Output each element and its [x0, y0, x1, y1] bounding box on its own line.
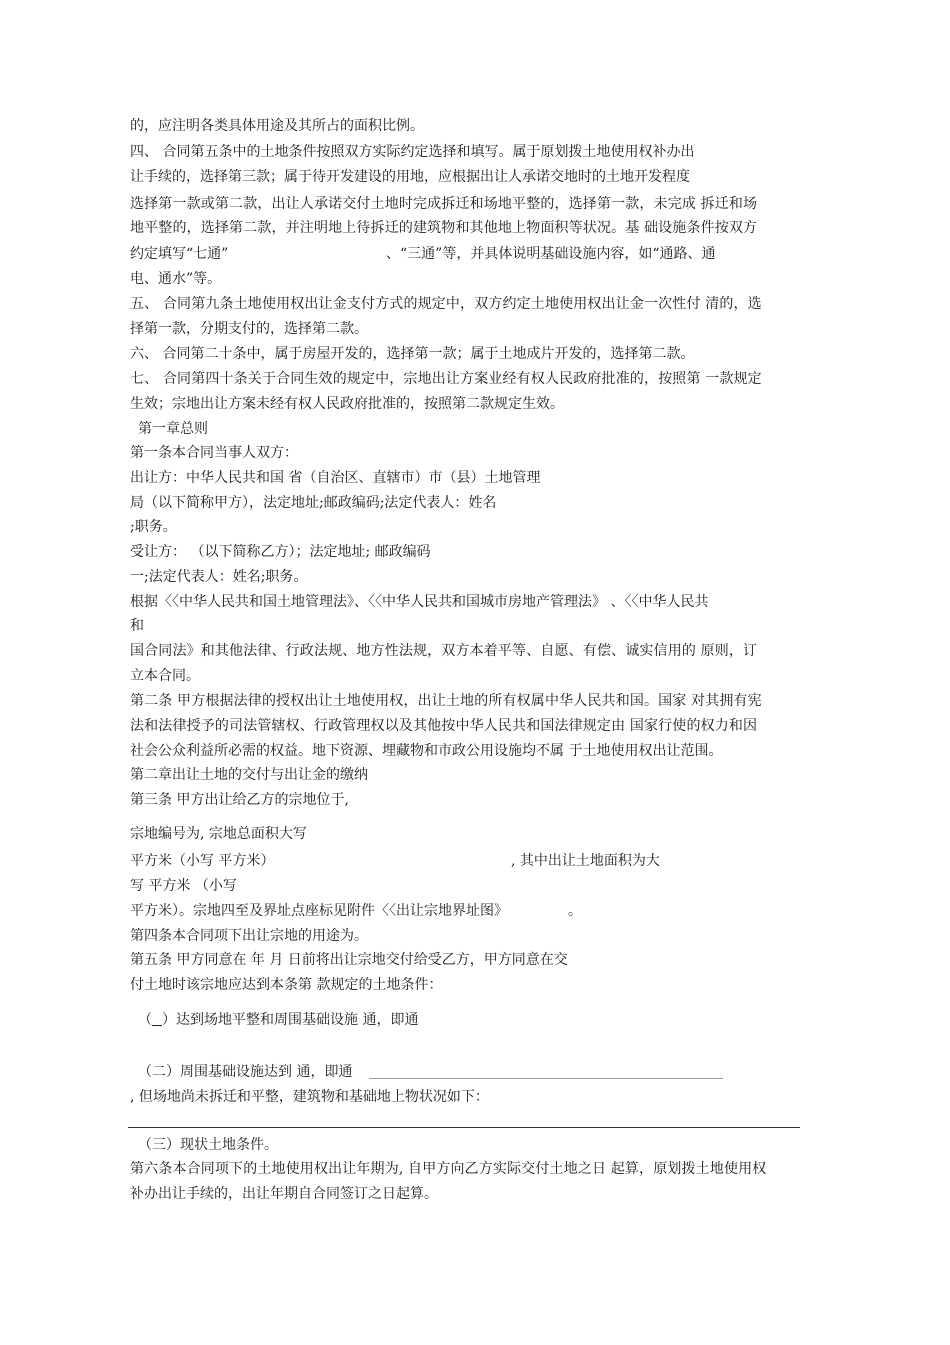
blank-underline — [369, 1078, 723, 1079]
text-line: 国合同法》和其他法律、行政法规、地方性法规，双方本着平等、自愿、有偿、诚实信用的 原则，订 — [130, 643, 758, 659]
text-line: 电、通水”等。 — [130, 271, 222, 287]
article-4-line: 第四条本合同项下出让宗地的用途为。 — [130, 928, 368, 944]
clause-4-line: 四、 合同第五条中的土地条件按照双方实际约定选择和填写。属于原划拨土地使用权补办出 — [130, 144, 695, 160]
condition-2-line: （二）周围基础设施达到 通，即通 — [138, 1064, 353, 1080]
condition-1-text: ）达到场地平整和周围基础设施 通，即通 — [162, 1012, 419, 1028]
text-line: 约定填写“七通” — [130, 246, 229, 262]
text-line: 。 — [568, 903, 582, 919]
text-line: 和 — [130, 618, 144, 634]
text-line: , 但场地尚未拆迁和平整，建筑物和基础地上物状况如下： — [130, 1089, 489, 1105]
article-3-line: 第三条 甲方出让给乙方的宗地位于, — [130, 792, 349, 808]
text-line: 生效；宗地出让方案未经有权人民政府批准的，按照第二款规定生效。 — [130, 396, 564, 412]
text-line: 宗地编号为, 宗地总面积大写 — [130, 826, 307, 842]
text-line: 一;法定代表人：姓名;职务。 — [130, 569, 308, 585]
chapter-2-heading: 第二章出让土地的交付与出让金的缴纳 — [130, 767, 368, 783]
text-line: 、“三通”等，并具体说明基础设施内容，如“通路、通 — [386, 246, 716, 262]
clause-5-line: 五、 合同第九条土地使用权出让金支付方式的规定中，双方约定土地使用权出让金一次性付 清的，选 — [130, 296, 762, 312]
assignor-line: 出让方：中华人民共和国 省（自治区、直辖市）市（县）土地管理 — [130, 470, 541, 486]
text-line: 法和法律授予的司法管辖权、行政管理权以及其他按中华人民共和国法律规定由 国家行使的权力和因 — [130, 718, 758, 734]
text-line: 写 平方米 （小写 — [130, 878, 237, 894]
text-line: 立本合同。 — [130, 668, 200, 684]
condition-1-open-paren: （ — [138, 1012, 152, 1028]
chapter-1-heading: 第一章总则 — [138, 421, 208, 437]
article-6-line: 第六条本合同项下的土地使用权出让年期为, 自甲方向乙方实际交付土地之日 起算，原划拨土地使用权 — [130, 1161, 767, 1177]
text-line: , 其中出让土地面积为大 — [511, 853, 660, 869]
horizontal-rule — [128, 1127, 800, 1128]
condition-3-line: （三）现状土地条件。 — [138, 1137, 278, 1153]
text-line: 的，应注明各类具体用途及其所占的面积比例。 — [130, 118, 424, 134]
article-2-line: 第二条 甲方根据法律的授权出让土地使用权，出让土地的所有权属中华人民共和国。国家 对其拥有宪 — [130, 693, 762, 709]
article-5-line: 第五条 甲方同意在 年 月 日前将出让宗地交付给受乙方，甲方同意在交 — [130, 952, 568, 968]
text-line: ;职务。 — [130, 519, 177, 535]
text-line: 付土地时该宗地应达到本条第 款规定的土地条件： — [130, 977, 443, 993]
text-line: 择第一款，分期支付的，选择第二款。 — [130, 321, 368, 337]
text-line: 局（以下简称甲方），法定地址;邮政编码;法定代表人：姓名 — [130, 495, 497, 511]
text-line: 根据〈〈中华人民共和国土地管理法》、〈〈中华人民共和国城市房地产管理法》 、〈〈中华人民共 — [130, 594, 709, 610]
text-line: 社会公众利益所必需的权益。地下资源、埋藏物和市政公用设施均不属 于土地使用权出让范围。 — [130, 743, 723, 759]
blank-underline — [152, 1011, 162, 1026]
clause-7-line: 七、 合同第四十条关于合同生效的规定中，宗地出让方案业经有权人民政府批准的，按照第 一款规定 — [130, 371, 762, 387]
condition-1-line — [138, 1011, 418, 1029]
article-1-heading: 第一条本合同当事人双方： — [130, 445, 298, 461]
text-line: 地平整的，选择第二款，并注明地上待拆迁的建筑物和其他地上物面积等状况。基 础设施条件按双方 — [130, 220, 758, 236]
text-line: 补办出让手续的，出让年期自合同签订之日起算。 — [130, 1186, 438, 1202]
clause-6-line: 六、 合同第二十条中，属于房屋开发的，选择第一款；属于土地成片开发的，选择第二款。 — [130, 346, 695, 362]
text-line: 平方米）。宗地四至及界址点座标见附件〈〈出让宗地界址图》 — [130, 903, 508, 919]
text-line: 让手续的，选择第三款；属于待开发建设的用地，应根据出让人承诺交地时的土地开发程度 — [130, 169, 690, 185]
assignee-line: 受让方： （以下简称乙方）；法定地址; 邮政编码 — [130, 544, 431, 560]
text-line: 选择第一款或第二款，出让人承诺交付土地时完成拆迁和场地平整的，选择第一款，未完成 拆迁和场 — [130, 196, 758, 212]
text-line: 平方米（小写 平方米） — [130, 853, 275, 869]
